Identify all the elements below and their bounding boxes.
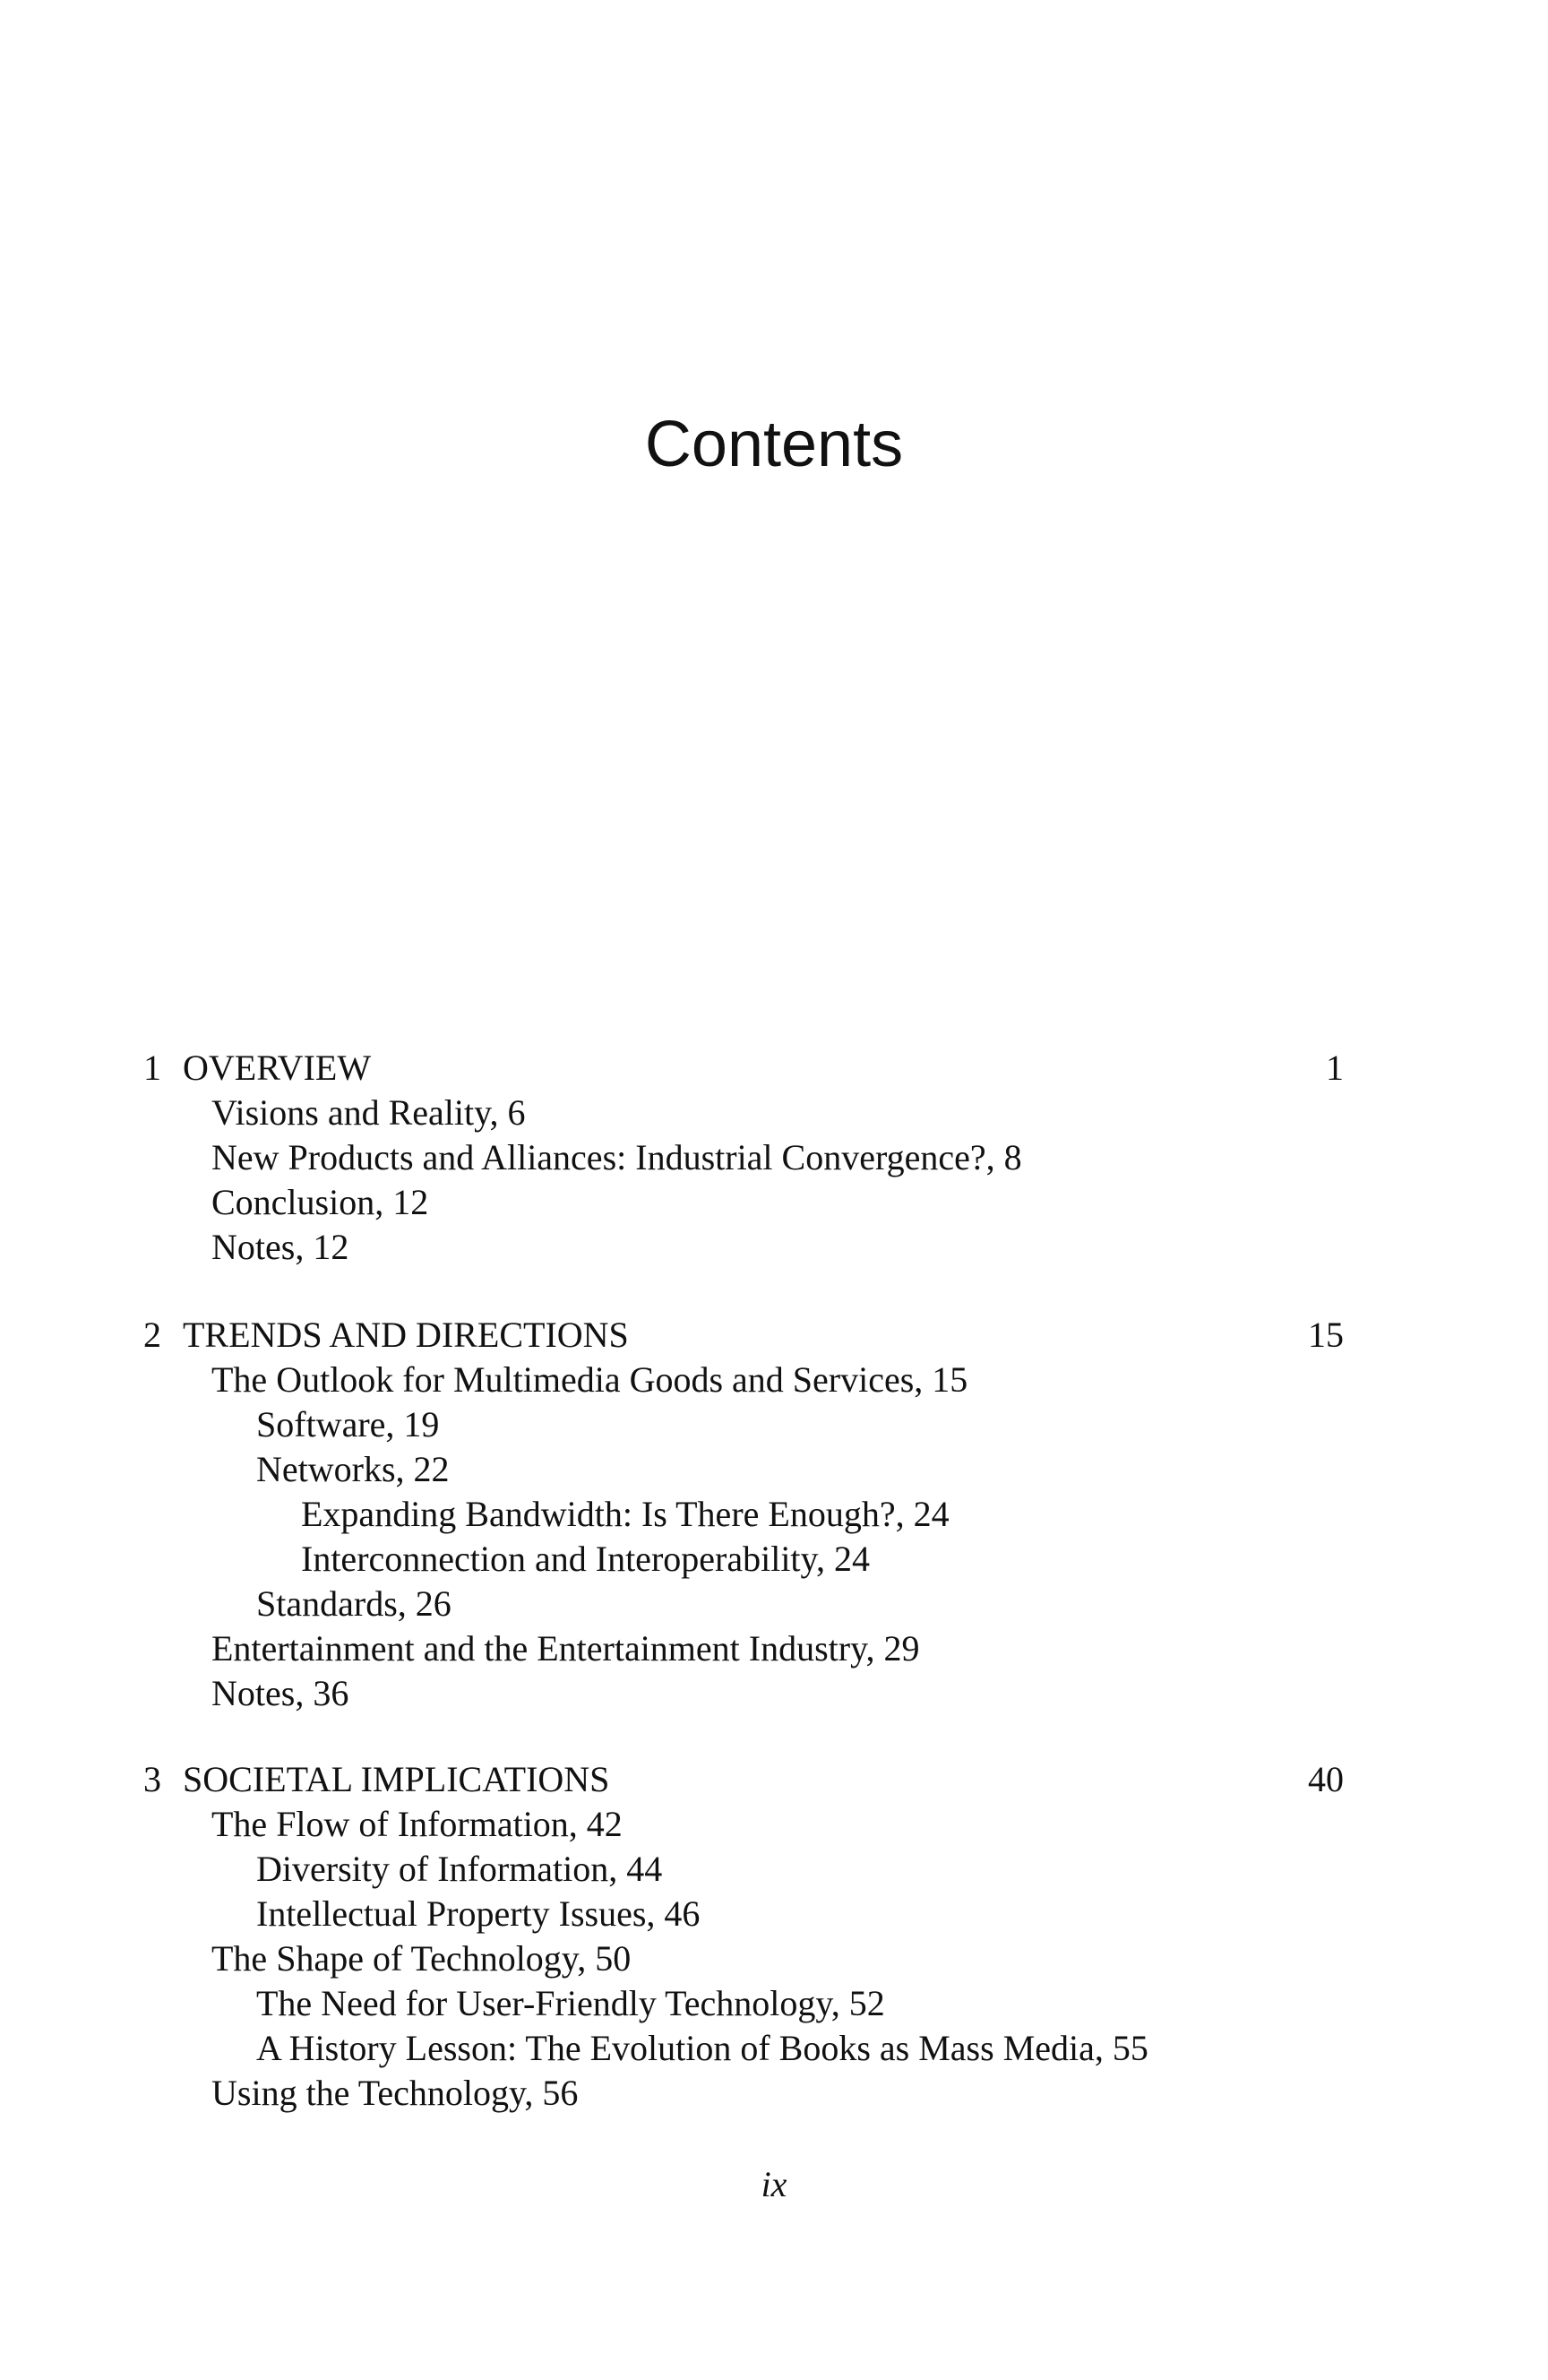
toc-entry: Software, 19 bbox=[256, 1404, 440, 1444]
toc-entry: Conclusion, 12 bbox=[211, 1182, 429, 1222]
chapter-title: OVERVIEW bbox=[183, 1048, 372, 1088]
chapter-page: 15 bbox=[1308, 1315, 1344, 1355]
toc-entry: The Flow of Information, 42 bbox=[211, 1804, 623, 1844]
page-title: Contents bbox=[644, 409, 904, 480]
toc-entry: Notes, 12 bbox=[211, 1227, 349, 1267]
chapter-number: 2 bbox=[143, 1315, 161, 1355]
toc-entry: The Outlook for Multimedia Goods and Services, 15 bbox=[211, 1359, 968, 1400]
toc-entry: Diversity of Information, 44 bbox=[256, 1849, 663, 1889]
page-number: ix bbox=[761, 2164, 787, 2204]
toc-entry: Entertainment and the Entertainment Industry, 29 bbox=[211, 1628, 920, 1669]
toc-entry: The Shape of Technology, 50 bbox=[211, 1938, 632, 1979]
toc-entry: Notes, 36 bbox=[211, 1673, 349, 1713]
chapter-number: 1 bbox=[143, 1048, 161, 1088]
chapter-title: TRENDS AND DIRECTIONS bbox=[183, 1315, 629, 1355]
toc-entry: A History Lesson: The Evolution of Books as Mass Media, 55 bbox=[256, 2028, 1148, 2068]
toc-entry: Networks, 22 bbox=[256, 1449, 450, 1489]
chapter-number: 3 bbox=[143, 1759, 161, 1799]
toc-entry: Using the Technology, 56 bbox=[211, 2073, 579, 2113]
chapter-page: 40 bbox=[1308, 1759, 1344, 1799]
toc-entry: Interconnection and Interoperability, 24 bbox=[301, 1539, 870, 1579]
toc-entry: Intellectual Property Issues, 46 bbox=[256, 1893, 701, 1934]
toc-entry: Visions and Reality, 6 bbox=[211, 1092, 526, 1133]
toc-entry: The Need for User-Friendly Technology, 52 bbox=[256, 1983, 885, 2023]
toc-entry: Standards, 26 bbox=[256, 1583, 452, 1624]
chapter-page: 1 bbox=[1326, 1048, 1344, 1088]
toc-entry: New Products and Alliances: Industrial Convergence?, 8 bbox=[211, 1137, 1022, 1177]
chapter-title: SOCIETAL IMPLICATIONS bbox=[183, 1759, 610, 1799]
toc-entry: Expanding Bandwidth: Is There Enough?, 24 bbox=[301, 1494, 950, 1534]
